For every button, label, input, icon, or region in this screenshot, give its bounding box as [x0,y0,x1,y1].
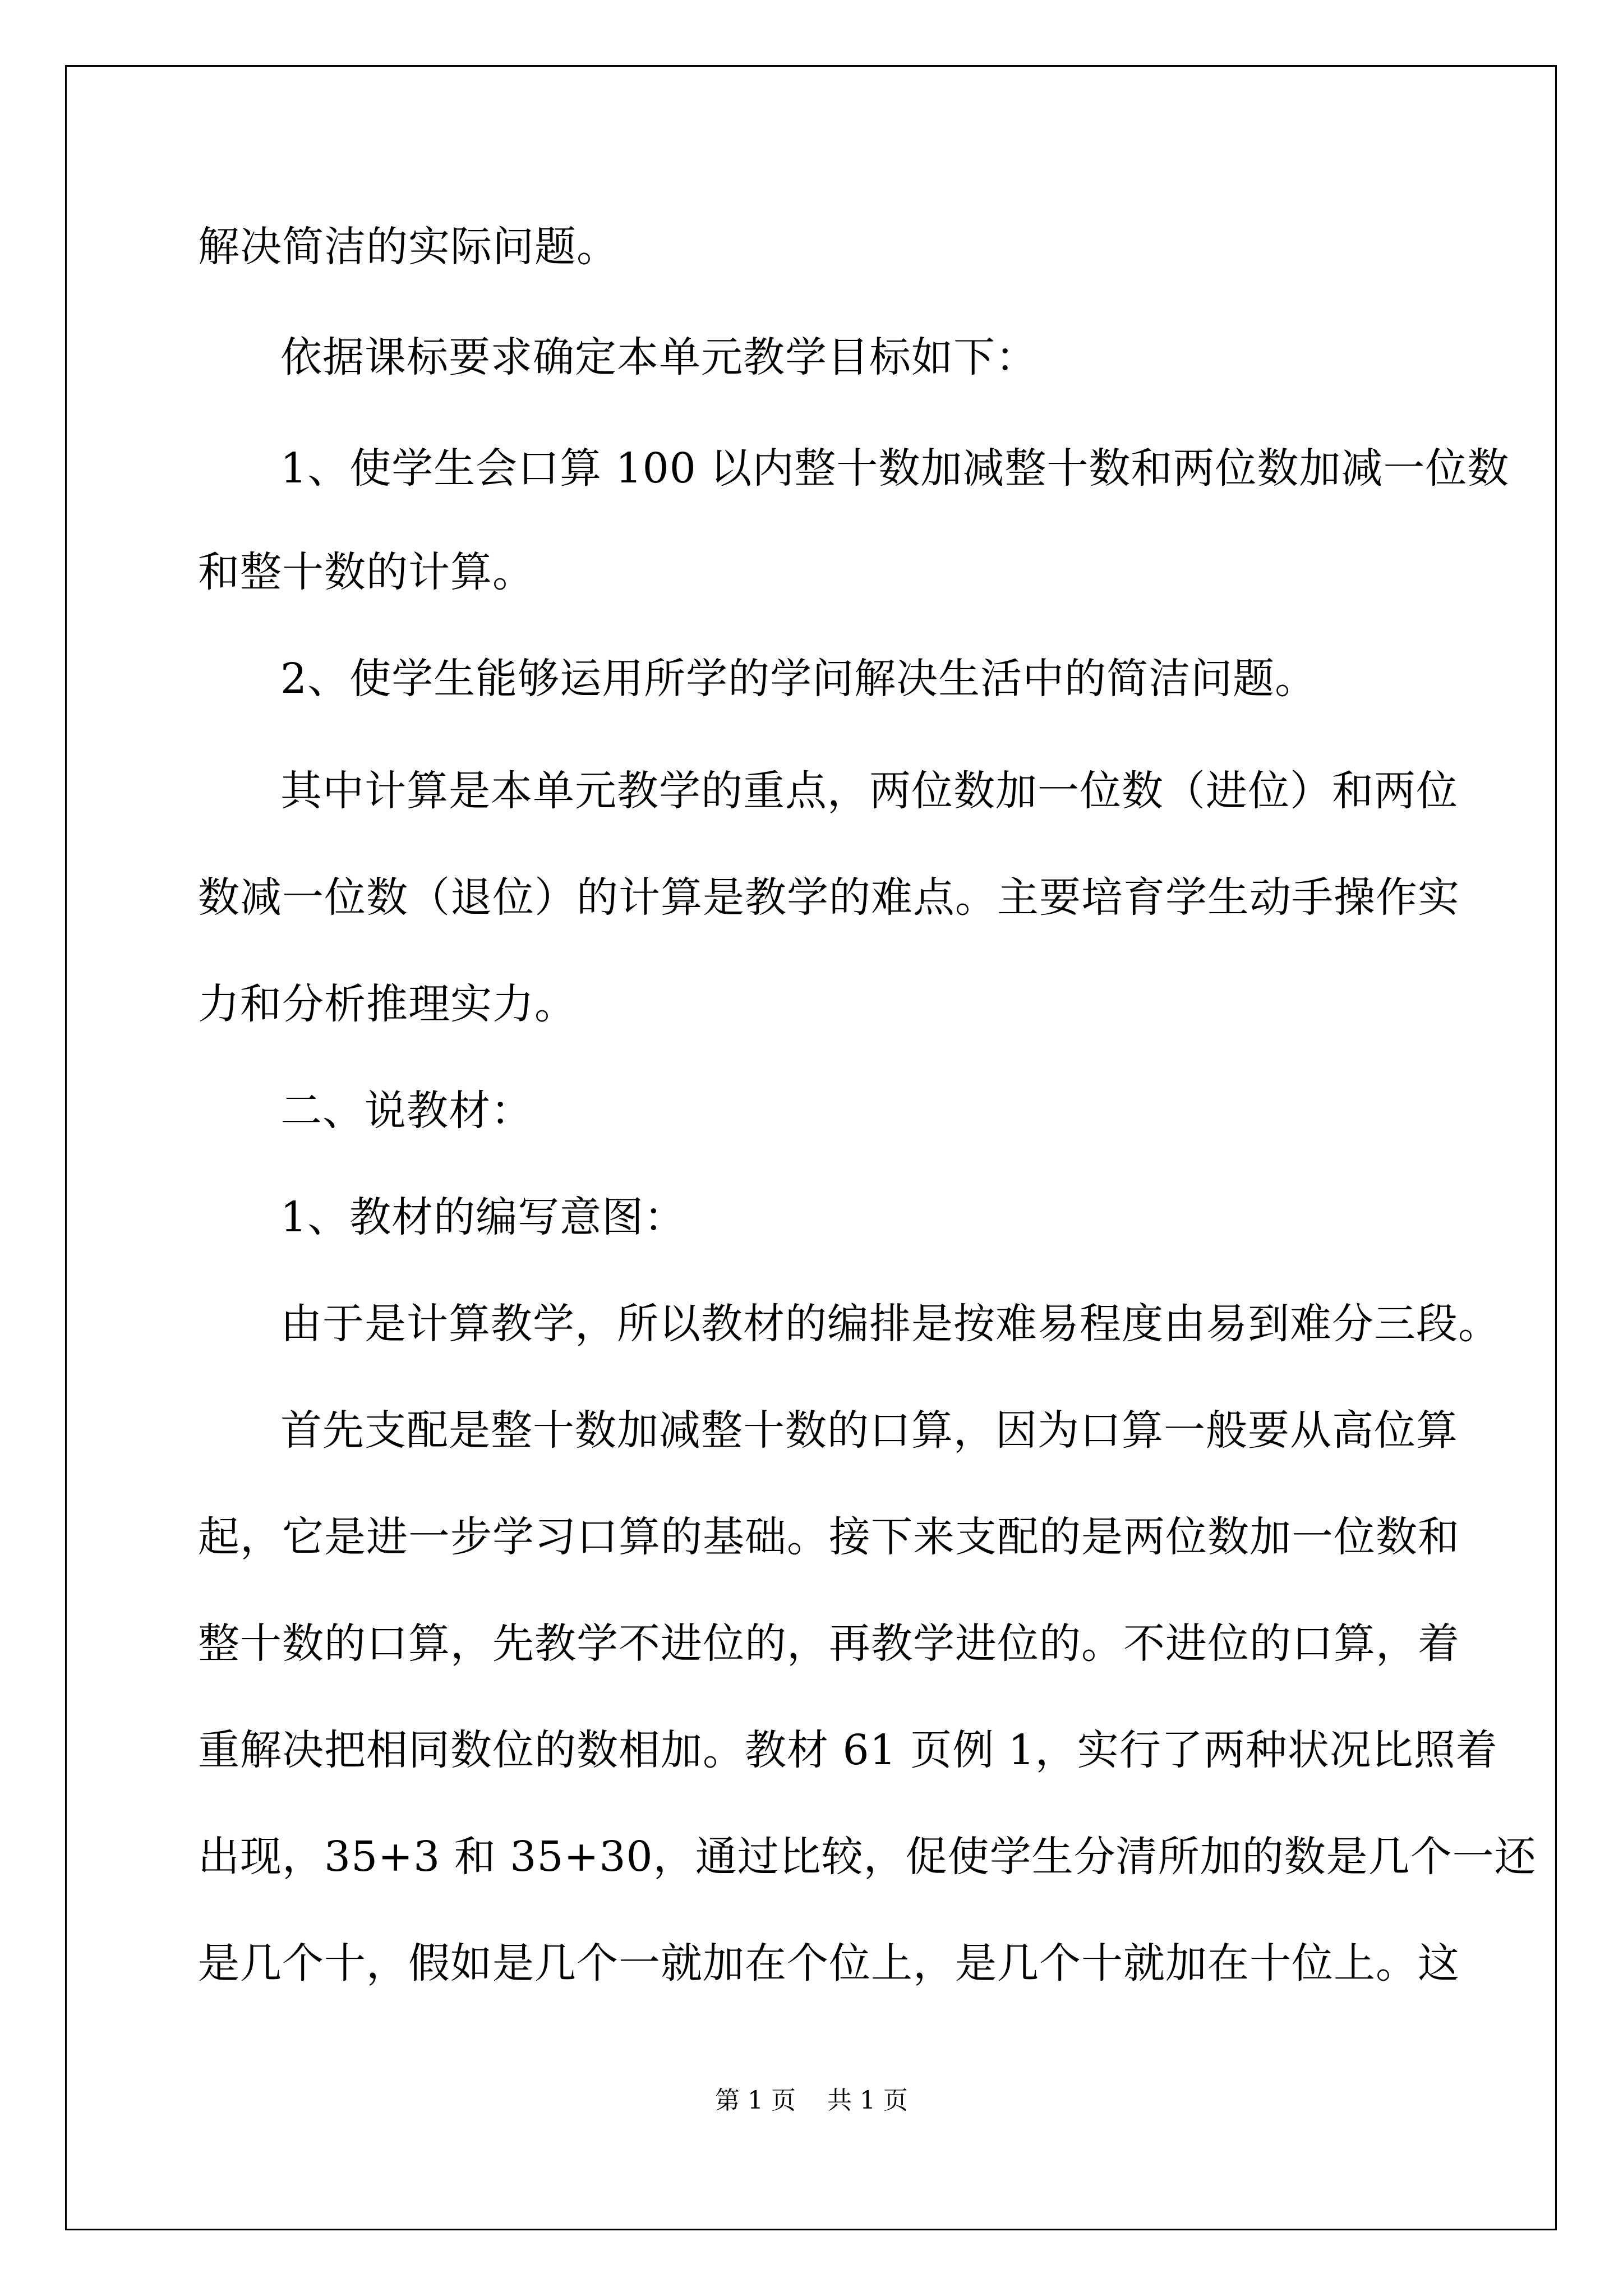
body-text-line-8: 力和分析推理实力。 [198,980,577,1028]
body-text-line-2: 依据课标要求确定本单元教学目标如下： [280,333,1038,381]
page-border [65,65,1557,2230]
body-text-line-14: 整十数的口算，先教学不进位的，再教学进位的。不进位的口算，着 [198,1619,1460,1668]
body-text-line-7: 数减一位数（退位）的计算是教学的难点。主要培育学生动手操作实 [198,873,1460,922]
body-text-line-11: 由于是计算教学，所以教材的编排是按难易程度由易到难分三段。 [280,1300,1500,1348]
body-text-line-13: 起，它是进一步学习口算的基础。接下来支配的是两位数加一位数和 [198,1513,1460,1561]
section-heading: 二、说教材： [280,1087,533,1135]
body-text-line-15: 重解决把相同数位的数相加。教材 61 页例 1，实行了两种状况比照着 [198,1726,1498,1774]
body-text-line-6: 其中计算是本单元教学的重点，两位数加一位数（进位）和两位 [280,767,1458,815]
body-text-line-5: 2、使学生能够运用所学的学问解决生活中的简洁问题。 [280,655,1317,703]
body-text-line-1: 解决简洁的实际问题。 [198,223,619,271]
subsection-heading: 1、教材的编写意图： [280,1193,686,1241]
body-text-line-4: 和整十数的计算。 [198,548,534,596]
body-text-line-12: 首先支配是整十数加减整十数的口算，因为口算一般要从高位算 [280,1406,1458,1455]
page-number-footer: 第 1 页 共 1 页 [715,2086,908,2115]
body-text-line-3: 1、使学生会口算 100 以内整十数加减整十数和两位数加减一位数 [280,444,1510,493]
body-text-line-17: 是几个十，假如是几个一就加在个位上，是几个十就加在十位上。这 [198,1939,1460,1987]
body-text-line-16: 出现，35+3 和 35+30，通过比较，促使学生分清所加的数是几个一还 [198,1833,1537,1881]
